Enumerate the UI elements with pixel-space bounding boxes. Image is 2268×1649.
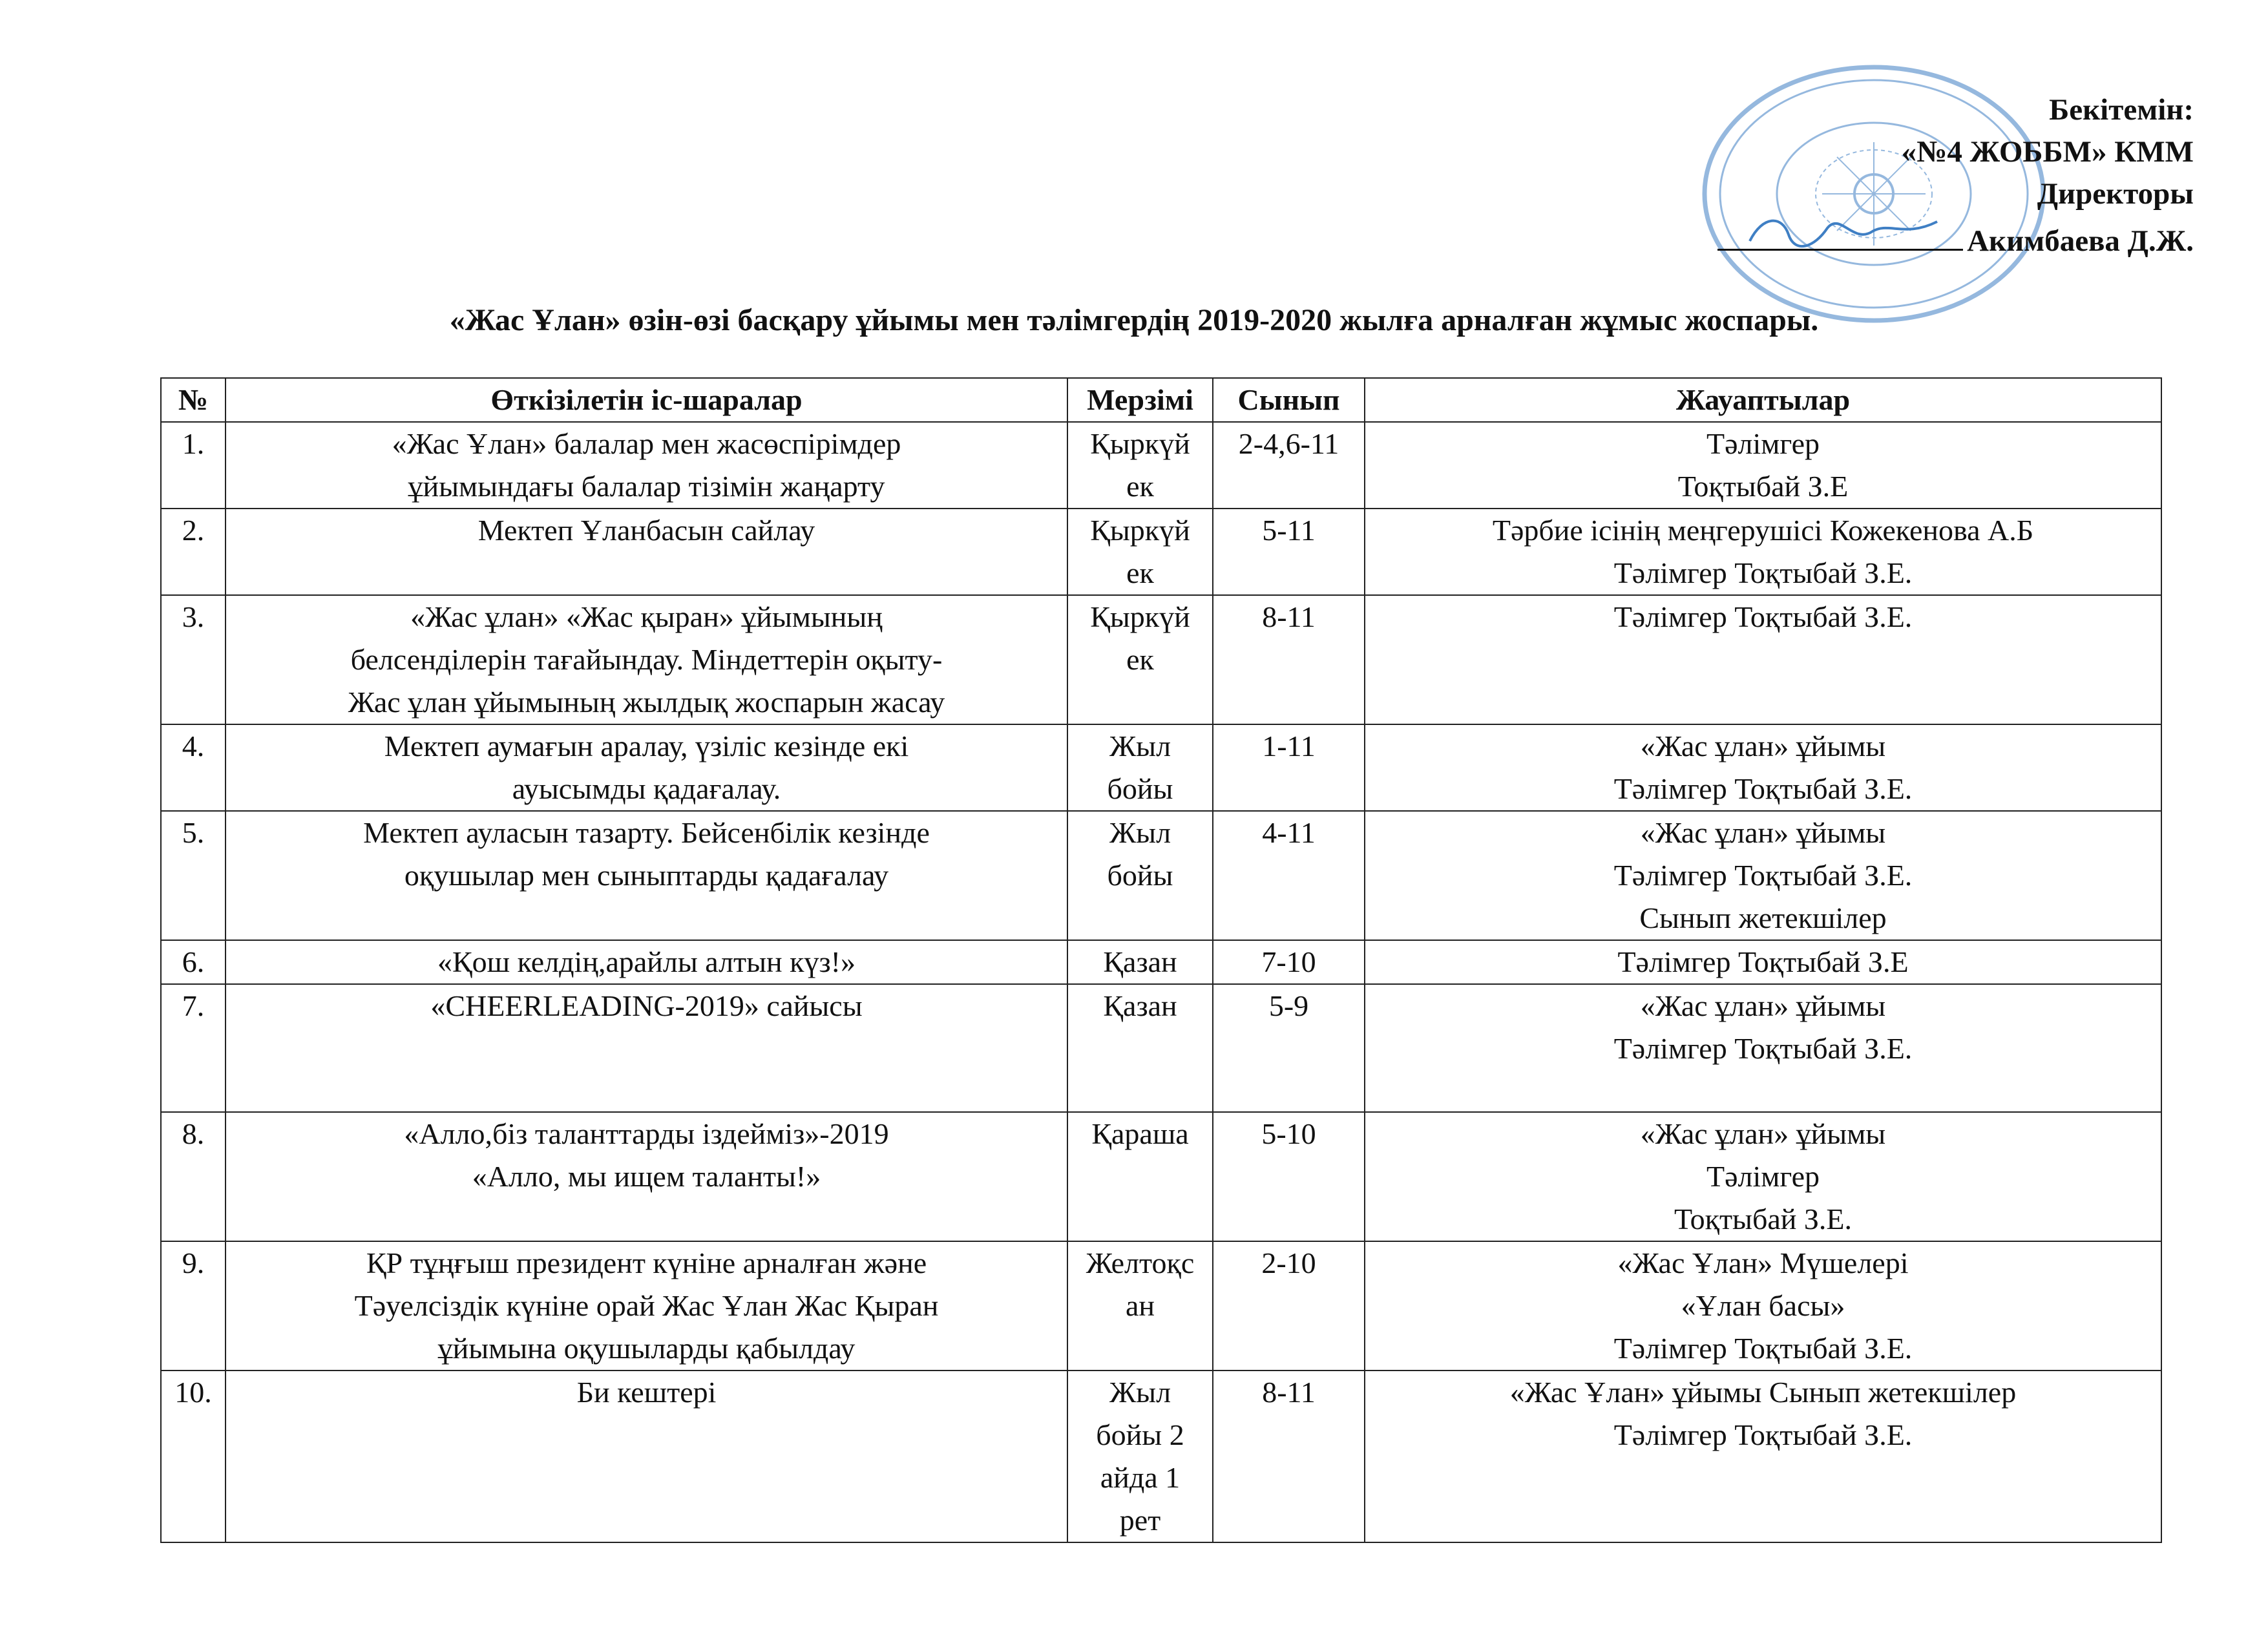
cell-event-line: Мектеп Ұланбасын сайлау bbox=[478, 514, 815, 547]
cell-responsible-line: Тәлімгер Тоқтыбай З.Е. bbox=[1613, 1418, 1913, 1451]
header-class: Сынып bbox=[1213, 378, 1365, 422]
cell-responsible-line: Тәлімгер Тоқтыбай З.Е. bbox=[1613, 772, 1913, 805]
cell-event-line: ауысымды қадағалау. bbox=[512, 772, 781, 805]
cell-responsible bbox=[1365, 595, 2161, 724]
cell-when-line: Жыл bbox=[1109, 730, 1171, 762]
cell-responsible bbox=[1365, 940, 2161, 984]
cell-responsible-line: Сынып жетекшілер bbox=[1639, 901, 1887, 934]
cell-when bbox=[1067, 984, 1213, 1112]
cell-num: 5. bbox=[161, 811, 226, 940]
cell-event bbox=[226, 1371, 1067, 1542]
cell-event bbox=[226, 595, 1067, 724]
cell-responsible-line: «Ұлан басы» bbox=[1681, 1289, 1845, 1322]
cell-num: 9. bbox=[161, 1241, 226, 1371]
cell-event-line: «Жас Ұлан» балалар мен жасөспірімдер bbox=[392, 427, 901, 460]
approval-block bbox=[1717, 89, 2194, 262]
cell-responsible bbox=[1365, 984, 2161, 1112]
cell-class: 8-11 bbox=[1213, 595, 1365, 724]
cell-event bbox=[226, 724, 1067, 811]
cell-responsible-line: Тәлімгер Тоқтыбай З.Е bbox=[1617, 945, 1909, 978]
approval-heading: Бекітемін: bbox=[2049, 93, 2194, 127]
cell-event-line: «Алло, мы ищем таланты!» bbox=[472, 1160, 821, 1193]
cell-when-line: Қыркүй bbox=[1090, 427, 1190, 460]
cell-event-line: «Жас ұлан» «Жас қыран» ұйымының bbox=[410, 600, 883, 633]
cell-when bbox=[1067, 595, 1213, 724]
cell-class: 5-9 bbox=[1213, 984, 1365, 1112]
cell-class: 7-10 bbox=[1213, 940, 1365, 984]
cell-responsible bbox=[1365, 1241, 2161, 1371]
approval-position: Директоры bbox=[2037, 177, 2194, 211]
cell-when bbox=[1067, 811, 1213, 940]
cell-when-line: Желтоқс bbox=[1086, 1246, 1195, 1279]
cell-responsible-line: Тәлімгер bbox=[1706, 427, 1820, 460]
cell-responsible-line: Тәлімгер Тоқтыбай З.Е. bbox=[1613, 556, 1913, 589]
table-row bbox=[161, 422, 2161, 509]
table-row bbox=[161, 724, 2161, 811]
cell-when-line: айда 1 bbox=[1100, 1461, 1181, 1494]
cell-class: 2-4,6-11 bbox=[1213, 422, 1365, 509]
cell-when-line: Қазан bbox=[1103, 945, 1177, 978]
cell-when bbox=[1067, 422, 1213, 509]
work-plan-table bbox=[160, 377, 2162, 1543]
cell-class: 1-11 bbox=[1213, 724, 1365, 811]
cell-class: 2-10 bbox=[1213, 1241, 1365, 1371]
cell-responsible-line: Тәлімгер Тоқтыбай З.Е. bbox=[1613, 1032, 1913, 1065]
cell-when-line: бойы bbox=[1107, 859, 1173, 892]
header-when: Мерзімі bbox=[1067, 378, 1213, 422]
table-row bbox=[161, 595, 2161, 724]
cell-when-line: Қараша bbox=[1091, 1117, 1189, 1150]
cell-responsible bbox=[1365, 724, 2161, 811]
cell-responsible-line: Тәлімгер Тоқтыбай З.Е. bbox=[1613, 600, 1913, 633]
table-row bbox=[161, 509, 2161, 595]
cell-when-line: бойы 2 bbox=[1096, 1418, 1184, 1451]
cell-when-line: рет bbox=[1119, 1504, 1161, 1537]
approval-organization: «№4 ЖОББМ» КММ bbox=[1901, 135, 2194, 169]
cell-responsible bbox=[1365, 1112, 2161, 1241]
cell-event-line: «Алло,біз таланттарды іздейміз»-2019 bbox=[404, 1117, 889, 1150]
cell-when bbox=[1067, 1112, 1213, 1241]
cell-responsible bbox=[1365, 1371, 2161, 1542]
cell-responsible-line: Тәлімгер bbox=[1706, 1160, 1820, 1193]
approval-signature-row bbox=[1717, 215, 2194, 262]
cell-responsible-line: Тоқтыбай З.Е bbox=[1677, 470, 1849, 503]
table-row bbox=[161, 1112, 2161, 1241]
signature-line bbox=[1717, 215, 1963, 251]
cell-event-line: Би кештері bbox=[576, 1376, 717, 1409]
header-num: № bbox=[161, 378, 226, 422]
cell-event bbox=[226, 1112, 1067, 1241]
cell-responsible-line: Тәлімгер Тоқтыбай З.Е. bbox=[1613, 859, 1913, 892]
cell-num: 2. bbox=[161, 509, 226, 595]
cell-event-line: Мектеп аумағын аралау, үзіліс кезінде екі bbox=[384, 730, 909, 762]
cell-event-line: «CHEERLEADING-2019» сайысы bbox=[430, 989, 863, 1022]
cell-responsible bbox=[1365, 422, 2161, 509]
cell-responsible-line: Тоқтыбай З.Е. bbox=[1674, 1203, 1853, 1235]
cell-class: 8-11 bbox=[1213, 1371, 1365, 1542]
cell-when-line: Жыл bbox=[1109, 1376, 1171, 1409]
approval-signer: Акимбаева Д.Ж. bbox=[1967, 224, 2194, 258]
cell-when bbox=[1067, 509, 1213, 595]
cell-responsible-line: «Жас Ұлан» ұйымы Сынып жетекшілер bbox=[1509, 1376, 2017, 1409]
cell-event bbox=[226, 422, 1067, 509]
table-body bbox=[161, 422, 2161, 1542]
table-header-row bbox=[161, 378, 2161, 422]
cell-when bbox=[1067, 1241, 1213, 1371]
cell-event-line: ұйымына оқушыларды қабылдау bbox=[437, 1332, 856, 1365]
cell-event-line: Жас ұлан ұйымының жылдық жоспарын жасау bbox=[348, 686, 945, 719]
table-row bbox=[161, 1241, 2161, 1371]
cell-when-line: Жыл bbox=[1109, 816, 1171, 849]
cell-event bbox=[226, 984, 1067, 1112]
cell-class: 4-11 bbox=[1213, 811, 1365, 940]
cell-num: 6. bbox=[161, 940, 226, 984]
cell-responsible bbox=[1365, 811, 2161, 940]
cell-event-line: оқушылар мен сыныптарды қадағалау bbox=[404, 859, 889, 892]
cell-class: 5-10 bbox=[1213, 1112, 1365, 1241]
header-event: Өткізілетін іс-шаралар bbox=[226, 378, 1067, 422]
cell-event-line: Мектеп ауласын тазарту. Бейсенбілік кезінде bbox=[363, 816, 930, 849]
cell-when-line: ек bbox=[1126, 643, 1154, 676]
cell-event-line: ұйымындағы балалар тізімін жаңарту bbox=[408, 470, 885, 503]
cell-when bbox=[1067, 724, 1213, 811]
table-row bbox=[161, 1371, 2161, 1542]
cell-when-line: ан bbox=[1125, 1289, 1155, 1322]
cell-num: 3. bbox=[161, 595, 226, 724]
cell-when-line: ек bbox=[1126, 470, 1154, 503]
cell-responsible-line: Тәлімгер Тоқтыбай З.Е. bbox=[1613, 1332, 1913, 1365]
cell-when-line: Қыркүй bbox=[1090, 514, 1190, 547]
cell-num: 10. bbox=[161, 1371, 226, 1542]
cell-responsible-line: «Жас ұлан» ұйымы bbox=[1640, 989, 1886, 1022]
cell-event-line: «Қош келдің,арайлы алтын күз!» bbox=[437, 945, 856, 978]
cell-event bbox=[226, 811, 1067, 940]
cell-when bbox=[1067, 940, 1213, 984]
cell-class: 5-11 bbox=[1213, 509, 1365, 595]
cell-event bbox=[226, 940, 1067, 984]
handwritten-signature bbox=[1743, 209, 1950, 254]
cell-when-line: ек bbox=[1126, 556, 1154, 589]
table-row bbox=[161, 984, 2161, 1112]
cell-when-line: Қыркүй bbox=[1090, 600, 1190, 633]
cell-event bbox=[226, 1241, 1067, 1371]
table-row bbox=[161, 811, 2161, 940]
header-responsible: Жауаптылар bbox=[1365, 378, 2161, 422]
document-title: «Жас Ұлан» өзін-өзі басқару ұйымы мен тәлімгердің 2019-2020 жылға арналған жұмыс жоспары. bbox=[449, 303, 1819, 337]
cell-num: 4. bbox=[161, 724, 226, 811]
cell-when-line: Қазан bbox=[1103, 989, 1177, 1022]
cell-responsible-line: «Жас ұлан» ұйымы bbox=[1640, 816, 1886, 849]
cell-event-line: Тәуелсіздік күніне орай Жас Ұлан Жас Қыран bbox=[354, 1289, 939, 1322]
cell-when-line: бойы bbox=[1107, 772, 1173, 805]
cell-event-line: ҚР тұңғыш президент күніне арналған және bbox=[366, 1246, 927, 1279]
cell-when bbox=[1067, 1371, 1213, 1542]
cell-responsible-line: «Жас ұлан» ұйымы bbox=[1640, 730, 1886, 762]
cell-event bbox=[226, 509, 1067, 595]
cell-responsible-line: «Жас Ұлан» Мүшелері bbox=[1617, 1246, 1909, 1279]
cell-num: 8. bbox=[161, 1112, 226, 1241]
table-row bbox=[161, 940, 2161, 984]
cell-responsible bbox=[1365, 509, 2161, 595]
cell-num: 1. bbox=[161, 422, 226, 509]
cell-event-line: белсенділерін тағайындау. Міндеттерін оқыту- bbox=[350, 643, 943, 676]
cell-num: 7. bbox=[161, 984, 226, 1112]
cell-responsible-line: Тәрбие ісінің меңгерушісі Кожекенова А.Б bbox=[1492, 514, 2034, 547]
cell-responsible-line: «Жас ұлан» ұйымы bbox=[1640, 1117, 1886, 1150]
